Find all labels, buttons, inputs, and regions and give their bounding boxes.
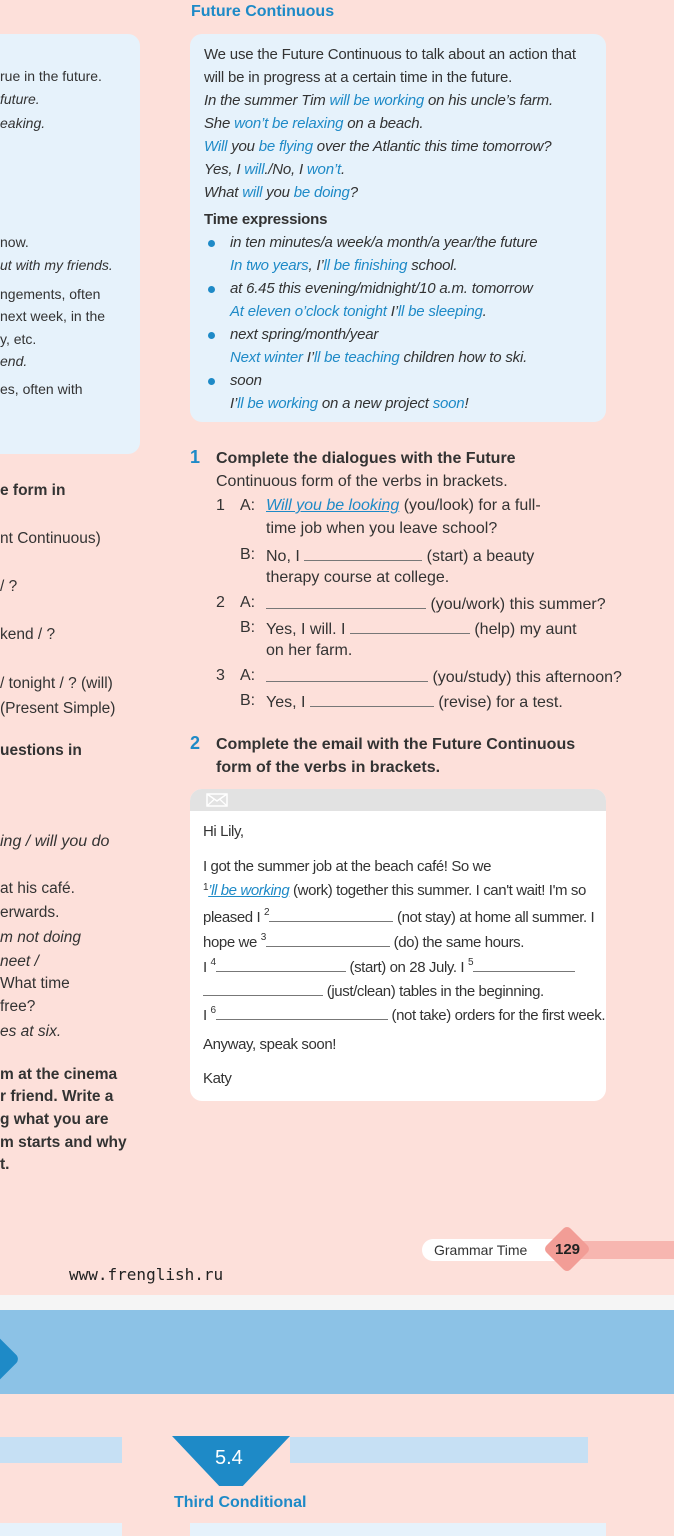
section-title: Future Continuous bbox=[191, 3, 335, 20]
dialogue-line: therapy course at college. bbox=[266, 569, 450, 586]
section-banner bbox=[0, 1310, 674, 1394]
dialogue-line: Yes, I will. I (help) my aunt bbox=[266, 621, 577, 638]
left-line: nt Continuous) bbox=[0, 530, 101, 547]
speaker-label: B: bbox=[240, 546, 256, 563]
email-header-bar bbox=[190, 789, 606, 811]
answer-example: ’ll be working bbox=[208, 882, 290, 899]
left-line: y, etc. bbox=[0, 331, 37, 347]
example-sentence: I’ll be working on a new project soon! bbox=[230, 395, 469, 412]
example-sentence: Next winter I’ll be teaching children how to ski. bbox=[230, 349, 528, 366]
speaker-label: A: bbox=[240, 667, 256, 684]
left-line: now. bbox=[0, 234, 29, 250]
exercise-heading: Complete the dialogues with the Future bbox=[216, 450, 516, 467]
exercise-number: 1 bbox=[190, 447, 201, 467]
email-line: hope we $^3$ (do) the same hours. bbox=[203, 932, 525, 951]
example-sentence: In the summer Tim will be working on his uncle’s farm. bbox=[204, 92, 553, 109]
email-signature: Katy bbox=[203, 1070, 232, 1087]
left-line: rue in the future. bbox=[0, 68, 102, 84]
bullet-icon bbox=[208, 286, 215, 293]
footer-label: Grammar Time bbox=[434, 1242, 528, 1258]
dialogue-number: 1 bbox=[216, 497, 225, 514]
example-sentence: In two years, I’ll be finishing school. bbox=[230, 257, 458, 274]
left-line: kend / ? bbox=[0, 626, 56, 643]
dialogue-line: time job when you leave school? bbox=[266, 520, 498, 537]
answer-blank[interactable] bbox=[266, 594, 426, 609]
dialogue-number: 3 bbox=[216, 667, 225, 684]
answer-blank[interactable] bbox=[310, 692, 434, 707]
envelope-icon bbox=[206, 793, 228, 807]
left-line: es, often with bbox=[0, 381, 83, 397]
dialogue-line: Will you be looking (you/look) for a full- bbox=[266, 497, 541, 514]
answer-blank[interactable] bbox=[203, 981, 323, 996]
watermark-url: www.frenglish.ru bbox=[69, 1265, 224, 1284]
time-expression-item: soon bbox=[230, 372, 262, 389]
left-line: ngements, often bbox=[0, 286, 101, 302]
left-line: ing / will you do bbox=[0, 833, 110, 850]
section-number: 5.4 bbox=[215, 1447, 243, 1469]
left-exercise-heading: r friend. Write a bbox=[0, 1088, 114, 1105]
dialogue-line: Yes, I (revise) for a test. bbox=[266, 694, 563, 711]
answer-blank[interactable] bbox=[269, 907, 393, 922]
panel-edge bbox=[190, 1523, 606, 1536]
left-line: erwards. bbox=[0, 904, 60, 921]
email-line: pleased I $^2$ (not stay) at home all summer. I bbox=[203, 907, 595, 926]
email-line: $^1$’ll be working (work) together this summer. I can't wait! I'm so bbox=[203, 882, 586, 899]
left-line: / tonight / ? (will) bbox=[0, 675, 113, 692]
left-line: neet / bbox=[0, 953, 39, 970]
future-continuous-rules-box bbox=[190, 34, 606, 422]
left-line: es at six. bbox=[0, 1023, 62, 1040]
dialogue-line: No, I (start) a beauty bbox=[266, 548, 535, 565]
exercise-heading: Complete the email with the Future Continuous bbox=[216, 736, 576, 753]
left-exercise-heading: m at the cinema bbox=[0, 1066, 118, 1083]
answer-blank[interactable] bbox=[473, 957, 575, 972]
page-number: 129 bbox=[555, 1241, 581, 1258]
answer-blank[interactable] bbox=[266, 932, 390, 947]
left-line: free? bbox=[0, 998, 36, 1015]
answer-blank[interactable] bbox=[350, 619, 470, 634]
bullet-icon bbox=[208, 240, 215, 247]
dialogue-line: (you/work) this summer? bbox=[266, 594, 606, 614]
example-sentence: Yes, I will./No, I won’t. bbox=[204, 161, 345, 178]
answer-example: Will you be looking bbox=[266, 497, 400, 514]
next-section-title: Third Conditional bbox=[174, 1494, 307, 1511]
exercise-number: 2 bbox=[190, 733, 201, 753]
left-line: eaking. bbox=[0, 115, 46, 131]
left-line: next week, in the bbox=[0, 308, 106, 324]
example-sentence: At eleven o’clock tonight I’ll be sleeping. bbox=[230, 303, 487, 320]
email-line: I got the summer job at the beach café! So we bbox=[203, 858, 492, 875]
speaker-label: B: bbox=[240, 619, 256, 636]
page-gap bbox=[0, 1295, 674, 1310]
header-strip bbox=[0, 1437, 122, 1463]
left-line: at his café. bbox=[0, 880, 75, 897]
left-exercise-heading: g what you are bbox=[0, 1111, 109, 1128]
left-line: end. bbox=[0, 353, 28, 369]
time-expression-item: next spring/month/year bbox=[230, 326, 378, 343]
speaker-label: A: bbox=[240, 497, 256, 514]
left-line: (Present Simple) bbox=[0, 700, 116, 717]
time-expression-item: in ten minutes/a week/a month/a year/the future bbox=[230, 234, 537, 251]
answer-blank[interactable] bbox=[304, 546, 422, 561]
panel-edge bbox=[0, 1523, 122, 1536]
email-greeting: Hi Lily, bbox=[203, 823, 244, 840]
time-expressions-heading: Time expressions bbox=[204, 211, 328, 228]
left-line: What time bbox=[0, 975, 70, 992]
example-sentence: She won’t be relaxing on a beach. bbox=[204, 115, 424, 132]
email-line: I $^6$ (not take) orders for the first week. bbox=[203, 1005, 606, 1024]
example-sentence: Will you be flying over the Atlantic this time tomorrow? bbox=[204, 138, 552, 155]
answer-blank[interactable] bbox=[216, 957, 346, 972]
email-closing: Anyway, speak soon! bbox=[203, 1036, 337, 1053]
page-footer bbox=[422, 1237, 674, 1263]
dialogue-line: (you/study) this afternoon? bbox=[266, 667, 622, 687]
speaker-label: A: bbox=[240, 594, 256, 611]
left-line: / ? bbox=[0, 578, 18, 595]
exercise-heading: form of the verbs in brackets. bbox=[216, 759, 441, 776]
left-line: future. bbox=[0, 91, 40, 107]
rule-text: We use the Future Continuous to talk about an action that bbox=[204, 46, 576, 63]
time-expression-item: at 6.45 this evening/midnight/10 a.m. tomorrow bbox=[230, 280, 533, 297]
email-line: (just/clean) tables in the beginning. bbox=[203, 981, 544, 1000]
example-sentence: What will you be doing? bbox=[204, 184, 358, 201]
speaker-label: B: bbox=[240, 692, 256, 709]
answer-blank[interactable] bbox=[266, 667, 428, 682]
email-box bbox=[190, 789, 606, 1101]
dialogue-number: 2 bbox=[216, 594, 225, 611]
header-strip bbox=[290, 1437, 588, 1463]
answer-blank[interactable] bbox=[216, 1005, 388, 1020]
bullet-icon bbox=[208, 378, 215, 385]
left-line: m not doing bbox=[0, 929, 81, 946]
email-line: I $^4$ (start) on 28 July. I $^5$ bbox=[203, 957, 575, 976]
left-line: ut with my friends. bbox=[0, 257, 113, 273]
left-exercise-heading: t. bbox=[0, 1156, 10, 1173]
exercise-heading: Continuous form of the verbs in brackets. bbox=[216, 473, 508, 490]
left-exercise-heading: uestions in bbox=[0, 742, 82, 759]
left-exercise-heading: e form in bbox=[0, 482, 66, 499]
rule-text: will be in progress at a certain time in the future. bbox=[204, 69, 513, 86]
bullet-icon bbox=[208, 332, 215, 339]
dialogue-line: on her farm. bbox=[266, 642, 353, 659]
left-exercise-heading: m starts and why bbox=[0, 1134, 127, 1151]
